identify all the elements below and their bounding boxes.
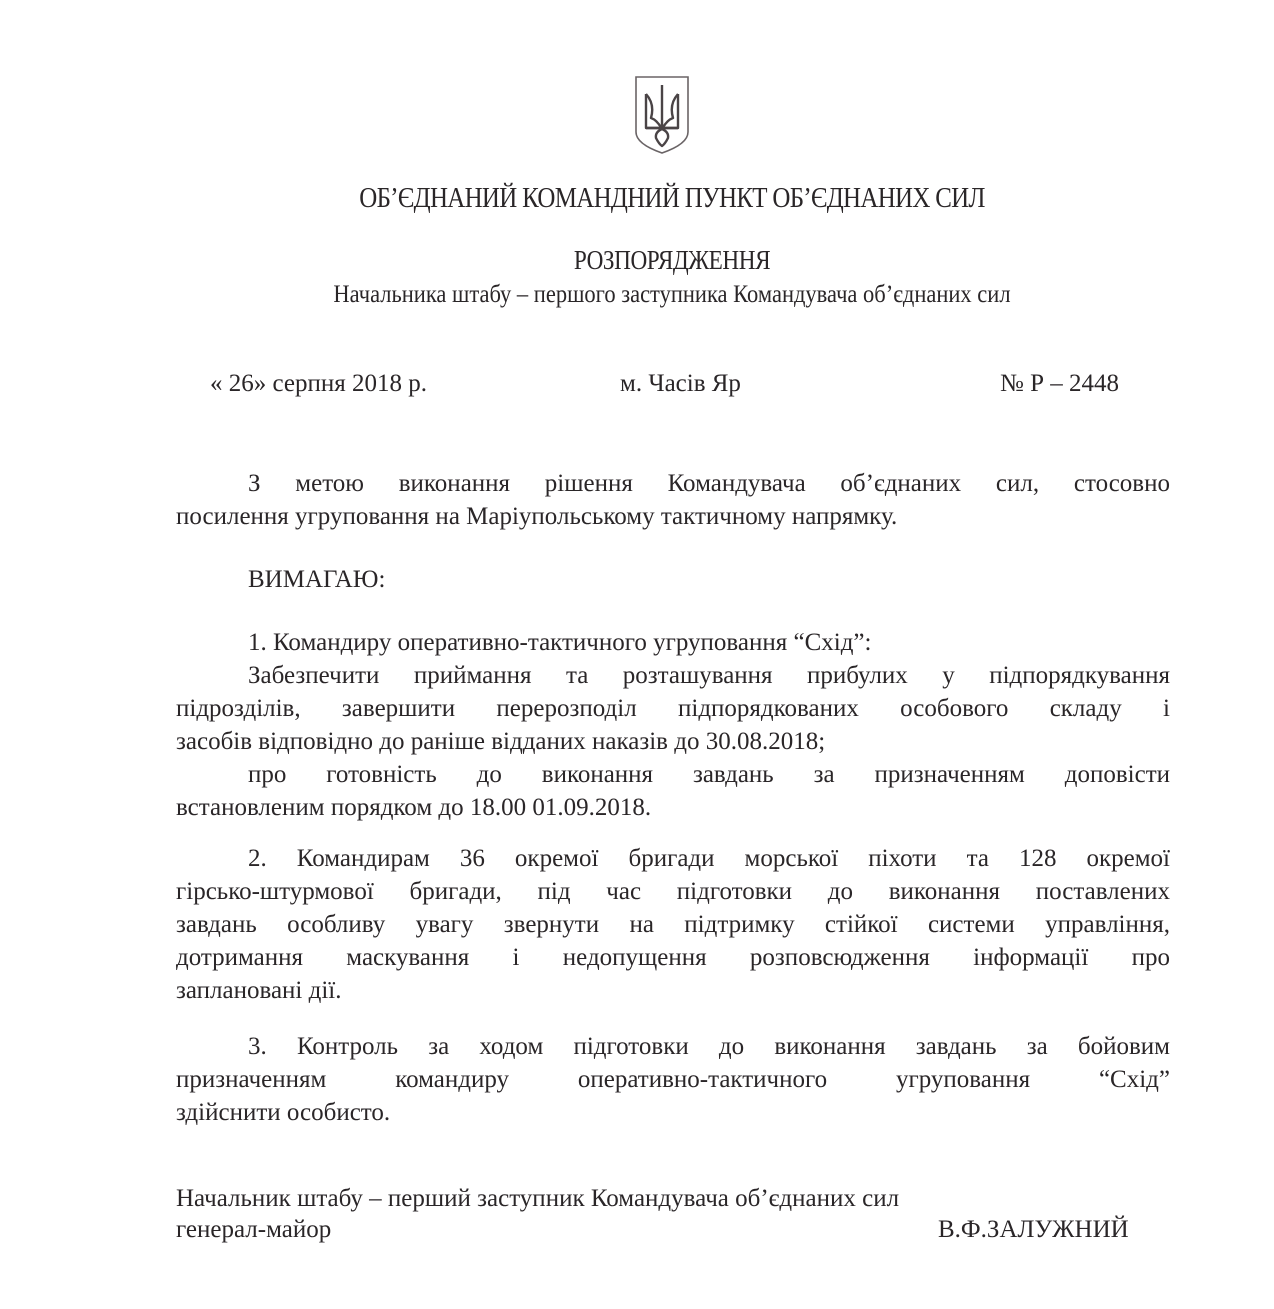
- item-1-heading: 1. Командиру оперативно-тактичного угруповання “Схід”:: [248, 629, 872, 656]
- signatory-name: В.Ф.ЗАЛУЖНИЙ: [938, 1216, 1129, 1243]
- document-place: м. Часів Яр: [620, 370, 741, 397]
- signatory-title: Начальник штабу – перший заступник Командувача об’єднаних сил: [176, 1185, 900, 1212]
- tryzub-coat-of-arms-icon: [633, 74, 691, 156]
- item-1-line: про готовність до виконання завдань за призначенням доповісти: [248, 761, 1170, 788]
- item-1-line: засобів відповідно до раніше відданих наказів до 30.08.2018;: [176, 728, 826, 755]
- item-2-line: дотримання маскування і недопущення розповсюдження інформації про: [176, 944, 1170, 971]
- document-date: « 26» серпня 2018 р.: [210, 370, 428, 397]
- document-type-title: РОЗПОРЯДЖЕННЯ: [573, 245, 771, 275]
- item-2-line: завдань особливу увагу звернути на підтримку стійкої системи управління,: [176, 911, 1170, 938]
- item-3-line: призначенням командиру оперативно-тактичного угруповання “Схід”: [176, 1066, 1170, 1093]
- item-1-line: встановленим порядком до 18.00 01.09.2018.: [176, 794, 652, 821]
- item-2-line: гірсько-штурмової бригади, під час підготовки до виконання поставлених: [176, 878, 1170, 905]
- item-3-line: здійснити особисто.: [176, 1099, 391, 1126]
- item-2-line: заплановані дії.: [176, 977, 342, 1004]
- issuer-subtitle: Начальника штабу – першого заступника Командувача об’єднаних сил: [333, 281, 1011, 308]
- intro-line: З метою виконання рішення Командувача об’єднаних сил, стосовно: [248, 470, 1170, 497]
- item-1-line: Забезпечити приймання та розташування прибулих у підпорядкування: [248, 662, 1170, 689]
- document-number: № Р – 2448: [1000, 370, 1120, 397]
- item-3-line: 3. Контроль за ходом підготовки до виконання завдань за бойовим: [248, 1033, 1170, 1060]
- item-2-paragraph: [176, 842, 1170, 1007]
- item-2-line: 2. Командирам 36 окремої бригади морської піхоти та 128 окремої: [248, 845, 1170, 872]
- demand-heading: ВИМАГАЮ:: [248, 566, 386, 593]
- organization-title: ОБ’ЄДНАНИЙ КОМАНДНИЙ ПУНКТ ОБ’ЄДНАНИХ СИЛ: [359, 182, 985, 214]
- item-1-paragraph: [176, 626, 1170, 824]
- intro-paragraph: [176, 467, 1170, 533]
- intro-line: посилення угруповання на Маріупольському тактичному напрямку.: [176, 503, 898, 530]
- item-3-paragraph: [176, 1030, 1170, 1129]
- item-1-line: підрозділів, завершити перерозподіл підпорядкованих особового складу і: [176, 695, 1170, 722]
- signatory-rank: генерал-майор: [176, 1216, 332, 1243]
